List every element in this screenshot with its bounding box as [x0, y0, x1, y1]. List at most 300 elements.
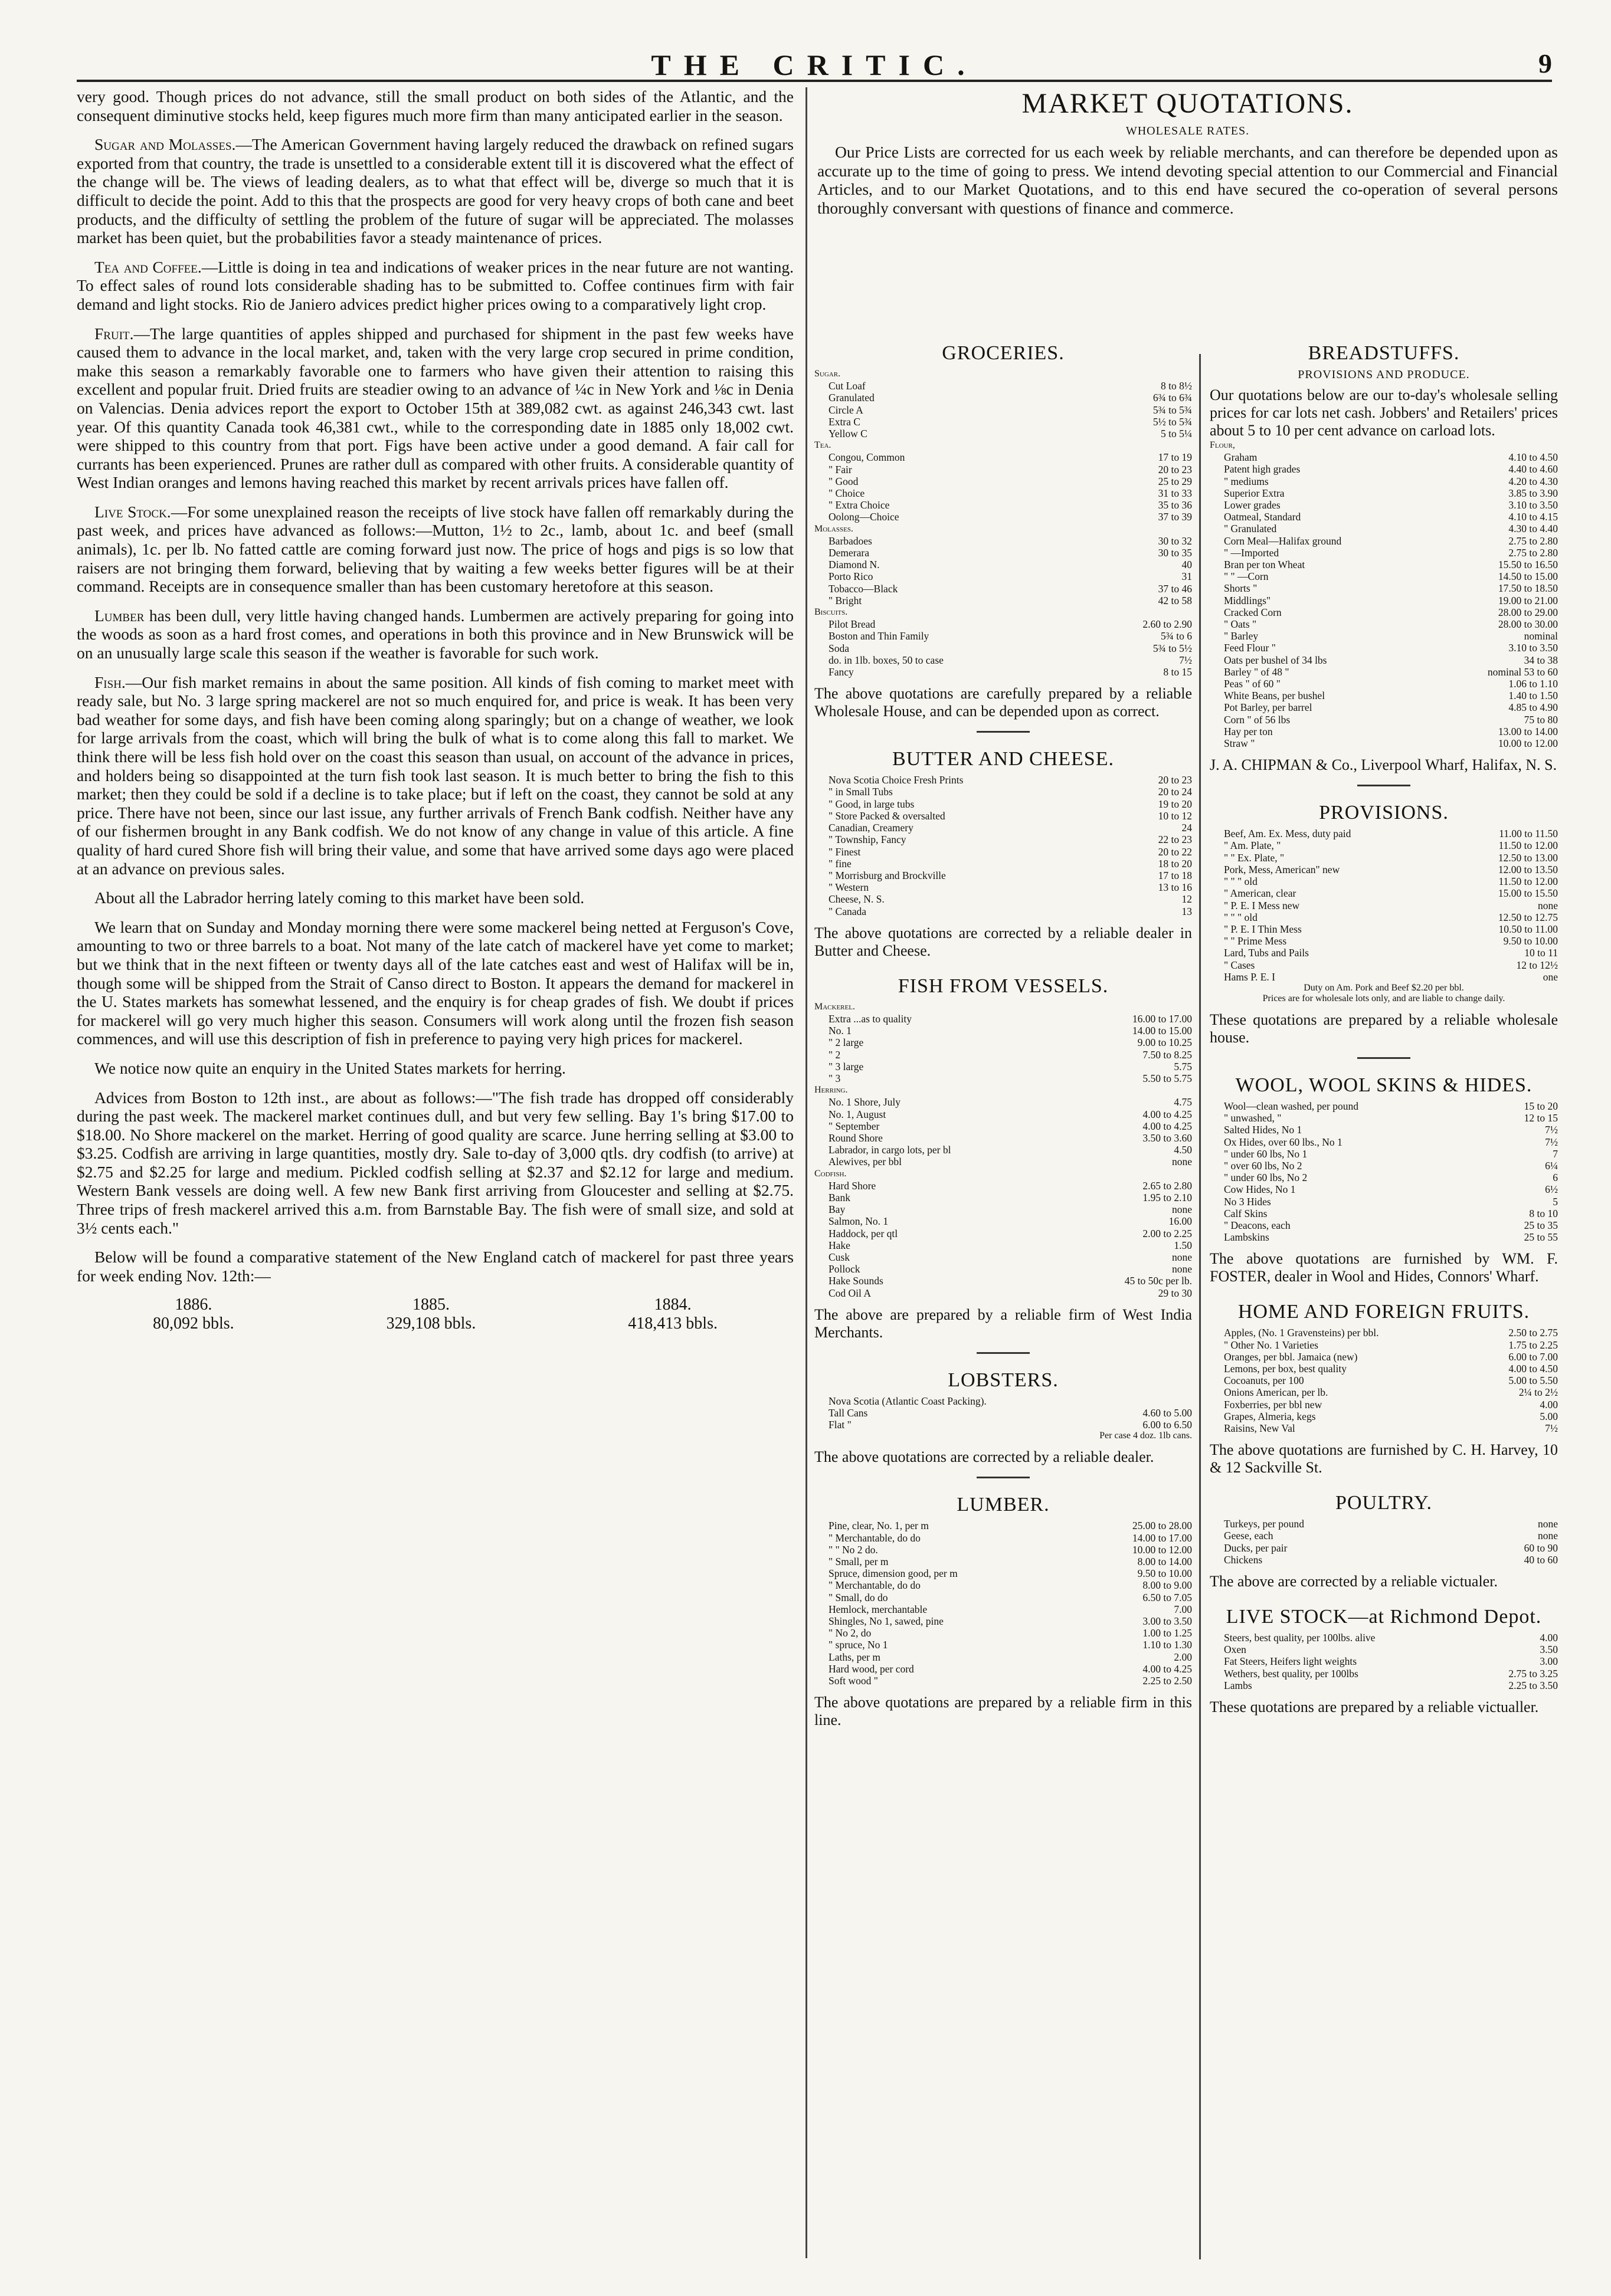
item-price [1082, 523, 1192, 535]
item-price: nominal 53 to 60 [1487, 665, 1558, 678]
item-label: Tea. [814, 440, 831, 451]
price-row [1210, 947, 1558, 959]
groceries-section [814, 342, 1192, 720]
price-row [1210, 1411, 1558, 1422]
item-price: 15 to 20 [1524, 1100, 1558, 1112]
item-price: 4.30 to 4.40 [1508, 523, 1558, 535]
price-row [1210, 678, 1558, 690]
paragraph-lead: Fish. [94, 673, 126, 691]
price-row [814, 523, 1192, 535]
item-price: 4.00 [1540, 1398, 1558, 1411]
item-price: 31 [1181, 570, 1192, 583]
price-row [814, 1287, 1192, 1299]
item-price: 20 to 23 [1158, 774, 1192, 786]
price-row [814, 1251, 1192, 1263]
item-label: " 3 large [829, 1060, 864, 1072]
price-row [1210, 1632, 1558, 1644]
item-label: Wethers, best quality, per 100lbs [1224, 1667, 1358, 1680]
price-row [1210, 852, 1558, 864]
fish-table [814, 1001, 1192, 1299]
price-row [1210, 1554, 1558, 1566]
price-row [814, 392, 1192, 404]
item-label: Pine, clear, No. 1, per m [829, 1520, 929, 1532]
item-label: Shingles, No 1, sawed, pine [829, 1615, 944, 1628]
item-label: Grapes, Almeria, kegs [1224, 1410, 1316, 1422]
price-row [814, 416, 1192, 428]
price-row [814, 1132, 1192, 1144]
price-row [814, 1639, 1192, 1651]
item-price: 14.00 to 15.00 [1132, 1025, 1192, 1037]
item-label: " Merchantable, do do [829, 1579, 921, 1592]
item-label: " September [829, 1120, 880, 1132]
item-label: " " " old [1224, 875, 1258, 888]
item-label: Hake Sounds [829, 1275, 883, 1287]
price-row [1210, 737, 1558, 749]
provisions-table [1210, 828, 1558, 983]
item-label: Boston and Thin Family [829, 630, 929, 642]
item-price: 5¾ to 6 [1161, 630, 1192, 642]
item-price: none [1171, 1156, 1192, 1168]
item-price: one [1543, 970, 1558, 983]
item-label: Mackerel. [814, 1001, 855, 1012]
item-price: 2¼ to 2½ [1518, 1386, 1558, 1399]
catch-value: 80,092 bbls. [152, 1314, 234, 1333]
fish-note: The above are prepared by a reliable firm of West India Merchants. [814, 1306, 1192, 1341]
fish-section [814, 975, 1192, 1341]
item-label: Hemlock, merchantable [829, 1603, 928, 1615]
price-row [1210, 475, 1558, 487]
item-label: Diamond N. [829, 559, 880, 571]
lumber-section [814, 1494, 1192, 1729]
item-price: 8 to 15 [1163, 666, 1192, 678]
price-row [814, 906, 1192, 917]
item-label: Cusk [829, 1251, 850, 1263]
item-label: " Township, Fancy [829, 834, 906, 846]
paragraph-text: About all the Labrador herring lately coming to this market have been sold. [94, 888, 585, 907]
item-price: 4.50 [1174, 1144, 1192, 1156]
breadstuffs-table [1210, 439, 1558, 749]
item-price: 4.00 to 4.25 [1142, 1120, 1192, 1132]
price-row [1210, 1518, 1558, 1530]
item-label: Yellow C [829, 428, 867, 440]
item-label: Patent high grades [1224, 463, 1301, 475]
paragraph-text: Below will be found a comparative statement of the New England catch of mackerel for past three years for week ending Nov. 12th:— [77, 1248, 794, 1285]
item-price: 12 [1181, 893, 1192, 906]
price-row [814, 846, 1192, 858]
item-price: 2.00 to 2.25 [1142, 1227, 1192, 1239]
item-price: 7½ [1545, 1124, 1558, 1136]
item-label: " Morrisburg and Brockville [829, 869, 946, 881]
price-row [1210, 1327, 1558, 1339]
item-price: 30 to 35 [1158, 547, 1192, 559]
lobsters-table [814, 1395, 1192, 1431]
price-row [1210, 1542, 1558, 1554]
paragraph-lead: Tea and Coffee. [94, 257, 202, 276]
item-price: 3.10 to 3.50 [1508, 642, 1558, 654]
paragraph-lead: Lumber [94, 606, 145, 625]
item-label: Middlings" [1224, 594, 1271, 606]
price-row [1210, 1351, 1558, 1363]
poultry-section [1210, 1492, 1558, 1590]
price-row [1210, 726, 1558, 737]
price-row [814, 654, 1192, 666]
item-price: 9.50 to 10.00 [1137, 1567, 1192, 1580]
item-label: " P. E. I Mess new [1224, 899, 1300, 911]
item-label: " Granulated [1224, 523, 1277, 535]
price-row [1210, 1172, 1558, 1183]
item-label: " American, clear [1224, 887, 1296, 900]
item-price: 2.75 to 2.80 [1508, 546, 1558, 559]
poultry-table [1210, 1518, 1558, 1566]
groceries-table [814, 368, 1192, 678]
price-row [814, 1168, 1192, 1180]
item-price: none [1537, 1530, 1558, 1542]
price-row [814, 1275, 1192, 1287]
price-row [1210, 1124, 1558, 1136]
breadstuffs-subtitle: PROVISIONS AND PRODUCE. [1298, 368, 1470, 381]
wool-note: The above quotations are furnished by WM. F. FOSTER, dealer in Wool and Hides, Connors' Wharf. [1210, 1250, 1558, 1285]
item-label: do. in 1lb. boxes, 50 to case [829, 654, 944, 666]
item-price: 8 to 10 [1529, 1207, 1558, 1219]
item-label: White Beans, per bushel [1224, 690, 1325, 702]
price-row [814, 1579, 1192, 1591]
item-label: Raisins, New Val [1224, 1422, 1295, 1434]
item-price: 7.00 [1174, 1603, 1192, 1615]
item-label: " Canada [829, 905, 866, 917]
item-price: 13 to 16 [1158, 881, 1192, 894]
paragraph-lead: Live Stock. [94, 502, 171, 521]
livestock-table [1210, 1632, 1558, 1691]
wool-section [1210, 1074, 1558, 1285]
price-row [814, 1001, 1192, 1013]
item-label: Soda [829, 642, 849, 654]
year-label: 1886. [175, 1295, 212, 1314]
item-label: " Deacons, each [1224, 1219, 1291, 1231]
item-price: 5.00 to 5.50 [1508, 1375, 1558, 1387]
article-paragraph [77, 1059, 794, 1078]
item-price: 3.00 to 3.50 [1142, 1615, 1192, 1628]
item-label: Oranges, per bbl. Jamaica (new) [1224, 1350, 1358, 1363]
item-label: Hams P. E. I [1224, 970, 1276, 983]
item-label: " under 60 lbs, No 1 [1224, 1147, 1308, 1160]
price-row [1210, 595, 1558, 606]
item-label: Lower grades [1224, 499, 1281, 511]
item-price: 6.00 to 6.50 [1142, 1419, 1192, 1431]
item-price: 1.40 to 1.50 [1508, 690, 1558, 702]
price-row [814, 595, 1192, 606]
item-price: 2.25 to 2.50 [1142, 1675, 1192, 1687]
item-label: Congou, Common [829, 451, 905, 464]
market-subtitle: WHOLESALE RATES. [1125, 124, 1250, 137]
item-price: 11.00 to 11.50 [1499, 828, 1558, 840]
item-price [1082, 368, 1192, 380]
item-label: Barley " of 48 " [1224, 665, 1289, 678]
item-label: " P. E. I Thin Mess [1224, 923, 1302, 935]
item-price: 12.50 to 12.75 [1498, 911, 1558, 923]
catch-1884 [628, 1295, 718, 1333]
item-price: 7.50 to 8.25 [1142, 1048, 1192, 1061]
price-row [1210, 1668, 1558, 1680]
price-row [1210, 971, 1558, 983]
item-label: Pork, Mess, American" new [1224, 863, 1340, 875]
item-label: Bay [829, 1203, 846, 1216]
price-row [1210, 511, 1558, 523]
item-price: 25 to 35 [1524, 1219, 1558, 1231]
breadstuffs-intro: Our quotations below are our to-day's wholesale selling prices for car lots net cash. Jobbers' and Retailers' prices about 5 to 10 per cent advance on carload lots. [1210, 386, 1558, 439]
item-price: 7½ [1545, 1136, 1558, 1148]
price-row [814, 774, 1192, 786]
item-label: Flour, [1210, 440, 1235, 450]
item-price: 6.00 to 7.00 [1508, 1350, 1558, 1363]
item-label: Biscuits. [814, 607, 848, 618]
item-label: " Other No. 1 Varieties [1224, 1339, 1318, 1351]
item-label: " Bright [829, 594, 862, 606]
price-row [1210, 1160, 1558, 1172]
item-price: 5.00 [1540, 1410, 1558, 1422]
section-rule [977, 1477, 1030, 1478]
item-price: 25 to 55 [1524, 1231, 1558, 1244]
item-price: 75 to 80 [1524, 713, 1558, 726]
groceries-note: The above quotations are carefully prepared by a reliable Wholesale House, and can be depended upon as correct. [814, 685, 1192, 720]
item-label: Laths, per m [829, 1651, 880, 1663]
price-row [1210, 1183, 1558, 1195]
price-row [1210, 570, 1558, 582]
item-label: " fine [829, 857, 852, 870]
provisions-duty: Duty on Am. Pork and Beef $2.20 per bbl. [1304, 982, 1464, 993]
item-price: 5.50 to 5.75 [1142, 1072, 1192, 1084]
item-label: " Store Packed & oversalted [829, 809, 945, 822]
price-row [814, 1072, 1192, 1084]
price-row [814, 1663, 1192, 1675]
item-label: " " No 2 do. [829, 1543, 878, 1556]
market-intro: Our Price Lists are corrected for us each week by reliable merchants, and can therefore be depended upon as accurate up to the time of going to press. We intend devoting special attention to our Commercial and Financial Articles, and to our Market Quotations, and to this end have secured the co-operation of several persons thoroughly conversant with questions of finance and commerce. [817, 143, 1558, 217]
price-row [814, 858, 1192, 870]
price-row [814, 1156, 1192, 1167]
item-price [1104, 1395, 1192, 1407]
item-price: 35 to 36 [1158, 499, 1192, 511]
price-row [814, 1180, 1192, 1192]
price-row [1210, 911, 1558, 923]
item-label: " " Ex. Plate, " [1224, 851, 1285, 864]
lobsters-section [814, 1369, 1192, 1467]
item-price: 4.00 to 4.50 [1508, 1362, 1558, 1375]
price-row [814, 1603, 1192, 1615]
item-label: " over 60 lbs, No 2 [1224, 1159, 1302, 1172]
item-price: 6¼ [1545, 1159, 1558, 1172]
item-label: " Small, do do [829, 1591, 888, 1603]
item-label: Steers, best quality, per 100lbs. alive [1224, 1632, 1376, 1644]
paragraph-text: —Our fish market remains in about the same position. All kinds of fish coming to market meet with ready sale, but No. 3 large spring mackerel are not so much enquired for, and price is weak. It has been very bad weather for some days, and fish have been coming along sparingly; but on a change of weather, we look for large arrivals from the coast, which will bring the bulk of what is to come along this fall to market. We think there will be less fish hold over on the coast this season than usual, on account of the advance in prices, and holders being so disappointed at the turn fish took last season. It is much better to bring the fish to this market; then they could be sold if a decline is to take place; but if left on the coast, they cannot be sold at any price. There have not been, since our last issue, any further arrivals of French Bank codfish. Neither have any of our fishermen brought in any Bank codfish. We do not know of any change in value of this article. A fine quality of hard cured Shore fish will bring their value, and some that have arrived some days ago were placed at an advance on previous sales. [77, 673, 794, 878]
item-label: Haddock, per qtl [829, 1227, 898, 1239]
price-row [814, 1544, 1192, 1556]
price-row [814, 834, 1192, 845]
article-paragraph [77, 503, 794, 596]
item-price: 2.75 to 2.80 [1508, 534, 1558, 547]
item-label: Codfish. [814, 1168, 847, 1179]
item-label: Salted Hides, No 1 [1224, 1124, 1302, 1136]
catch-1886 [153, 1295, 234, 1333]
section-rule [1357, 785, 1410, 786]
item-price: 4.60 to 5.00 [1142, 1407, 1192, 1419]
item-price: 8.00 to 14.00 [1137, 1556, 1192, 1568]
item-price: 14.00 to 17.00 [1132, 1531, 1192, 1544]
item-label: Shorts " [1224, 582, 1258, 595]
price-row [814, 570, 1192, 582]
price-row [1210, 1680, 1558, 1691]
item-label: Hay per ton [1224, 725, 1273, 737]
item-price: 20 to 23 [1158, 463, 1192, 475]
provisions-fine-print: Prices are for wholesale lots only, and are liable to change daily. [1262, 993, 1505, 1003]
item-price: 2.00 [1174, 1651, 1192, 1663]
price-row [814, 893, 1192, 905]
price-row [1210, 900, 1558, 911]
fish-title: FISH FROM VESSELS. [898, 975, 1109, 997]
item-label: Oats per bushel of 34 lbs [1224, 654, 1327, 666]
price-row [814, 547, 1192, 559]
item-label: " Oats " [1224, 618, 1257, 631]
groceries-title: GROCERIES. [942, 342, 1065, 364]
item-label: Bank [829, 1191, 850, 1203]
paragraph-lead: Sugar and Molasses. [94, 135, 236, 154]
item-price: 3.10 to 3.50 [1508, 499, 1558, 511]
price-row [1210, 439, 1558, 451]
item-label: Hard Shore [829, 1179, 876, 1192]
item-label: " Small, per m [829, 1556, 889, 1568]
item-label: Geese, each [1224, 1530, 1273, 1542]
right-column [1210, 342, 1558, 1716]
paragraph-text: —For some unexplained reason the receipts of live stock have fallen off remarkably during the past week, and prices have advanced as follows:—Mutton, 1½ to 2c., lamb, about 1c. and beef (small animals), 1c. per lb. No fatted cattle are coming forward just now. The price of hogs and pigs is so low that raisers are not bringing them forward, believing that by waiting a few weeks better figures will be at their command. Receipts are in consequence smaller than has been customary heretofore at this season. [77, 502, 794, 596]
item-label: " Cases [1224, 959, 1255, 971]
price-row [814, 1215, 1192, 1227]
item-label: " Extra Choice [829, 499, 890, 511]
price-row [814, 464, 1192, 475]
price-row [814, 428, 1192, 439]
item-label: " 3 [829, 1072, 841, 1084]
item-label: Extra ...as to quality [829, 1012, 912, 1025]
price-row [814, 810, 1192, 822]
item-price: 10.50 to 11.00 [1498, 923, 1558, 935]
item-label: " No 2, do [829, 1627, 872, 1639]
item-label: " Good, in large tubs [829, 798, 915, 810]
price-row [1210, 1196, 1558, 1208]
item-price: nominal [1524, 630, 1558, 642]
price-row [1210, 1208, 1558, 1219]
item-price: 5.75 [1174, 1060, 1192, 1072]
item-label: Cod Oil A [829, 1287, 871, 1299]
item-label: Feed Flour " [1224, 642, 1276, 654]
item-price: 7½ [1545, 1422, 1558, 1434]
price-row [1210, 654, 1558, 666]
catch-1885 [387, 1295, 476, 1333]
item-price: 6.50 to 7.05 [1142, 1591, 1192, 1603]
price-row [814, 499, 1192, 511]
price-row [1210, 630, 1558, 642]
item-price: 4.20 to 4.30 [1508, 475, 1558, 487]
price-row [814, 1395, 1192, 1407]
item-price: 3.00 [1540, 1655, 1558, 1668]
item-price: 5¾ to 5¾ [1152, 404, 1192, 416]
item-label: " mediums [1224, 475, 1269, 487]
price-row [1210, 1644, 1558, 1655]
price-row [1210, 714, 1558, 726]
item-price: 10.00 to 12.00 [1132, 1543, 1192, 1556]
item-price: 6¾ to 6¾ [1152, 392, 1192, 404]
price-row [814, 1013, 1192, 1025]
item-label: Cocoanuts, per 100 [1224, 1375, 1304, 1387]
item-price: 25.00 to 28.00 [1132, 1520, 1192, 1532]
item-price: 12.50 to 13.00 [1498, 851, 1558, 864]
item-price: 8.00 to 9.00 [1142, 1579, 1192, 1592]
item-label: Superior Extra [1224, 487, 1285, 499]
item-price: 4.40 to 4.60 [1508, 463, 1558, 475]
item-label: " 2 [829, 1048, 841, 1061]
fruits-section [1210, 1301, 1558, 1477]
item-price: 13.00 to 14.00 [1498, 725, 1558, 737]
price-row [814, 475, 1192, 487]
item-label: Molasses. [814, 523, 853, 534]
lobsters-case: Per case 4 doz. 1lb cans. [1099, 1431, 1192, 1441]
item-price: 6 [1553, 1172, 1558, 1184]
year-label: 1884. [654, 1295, 692, 1314]
price-row [814, 404, 1192, 416]
item-label: Calf Skins [1224, 1207, 1268, 1219]
price-row [1210, 1655, 1558, 1667]
item-price: 1.50 [1174, 1239, 1192, 1251]
price-row [814, 642, 1192, 654]
price-row [814, 606, 1192, 618]
breadstuffs-firm: J. A. CHIPMAN & Co., Liverpool Wharf, Halifax, N. S. [1210, 756, 1557, 774]
price-row [1210, 1386, 1558, 1398]
item-label: Cow Hides, No 1 [1224, 1183, 1296, 1196]
price-row [1210, 935, 1558, 947]
item-price: 1.10 to 1.30 [1142, 1639, 1192, 1651]
price-row [814, 368, 1192, 380]
article-paragraph [77, 87, 794, 124]
price-row [814, 487, 1192, 499]
item-price: 30 to 32 [1158, 534, 1192, 547]
paragraph-text: very good. Though prices do not advance, still the small product on both sides of the Atlantic, and the consequent diminutive stocks held, keep figures much more firm than many anticipated earlier in the season. [77, 87, 794, 124]
item-price: 4.75 [1174, 1096, 1192, 1108]
item-price: 3.50 [1540, 1644, 1558, 1656]
lobsters-note: The above quotations are corrected by a reliable dealer. [814, 1448, 1154, 1466]
item-price: 2.50 to 2.75 [1508, 1327, 1558, 1339]
item-price [1082, 606, 1192, 618]
price-row [814, 630, 1192, 642]
price-row [814, 1144, 1192, 1156]
item-label: Round Shore [829, 1131, 883, 1144]
article-paragraph [77, 606, 794, 662]
item-label: Nova Scotia Choice Fresh Prints [829, 774, 964, 786]
item-label: Tobacco—Black [829, 582, 898, 595]
item-label: Sugar. [814, 369, 841, 379]
item-price: 15.00 to 15.50 [1498, 887, 1558, 900]
item-label: Tall Cans [829, 1407, 868, 1419]
newspaper-title: THE CRITIC. [651, 48, 978, 81]
item-price: 12.00 to 13.50 [1498, 863, 1558, 875]
price-row [1210, 1399, 1558, 1411]
item-price [1063, 1168, 1192, 1180]
item-label: " " " old [1224, 911, 1258, 923]
price-row [814, 1120, 1192, 1132]
item-price: 17 to 19 [1158, 451, 1192, 464]
item-price: 5½ to 5¾ [1152, 415, 1192, 428]
price-row [814, 1096, 1192, 1108]
section-rule [1357, 1057, 1410, 1059]
price-row [814, 1263, 1192, 1275]
fruits-note: The above quotations are furnished by C. H. Harvey, 10 & 12 Sackville St. [1210, 1441, 1558, 1477]
item-price: 15.50 to 16.50 [1498, 559, 1558, 571]
price-row [814, 1239, 1192, 1251]
